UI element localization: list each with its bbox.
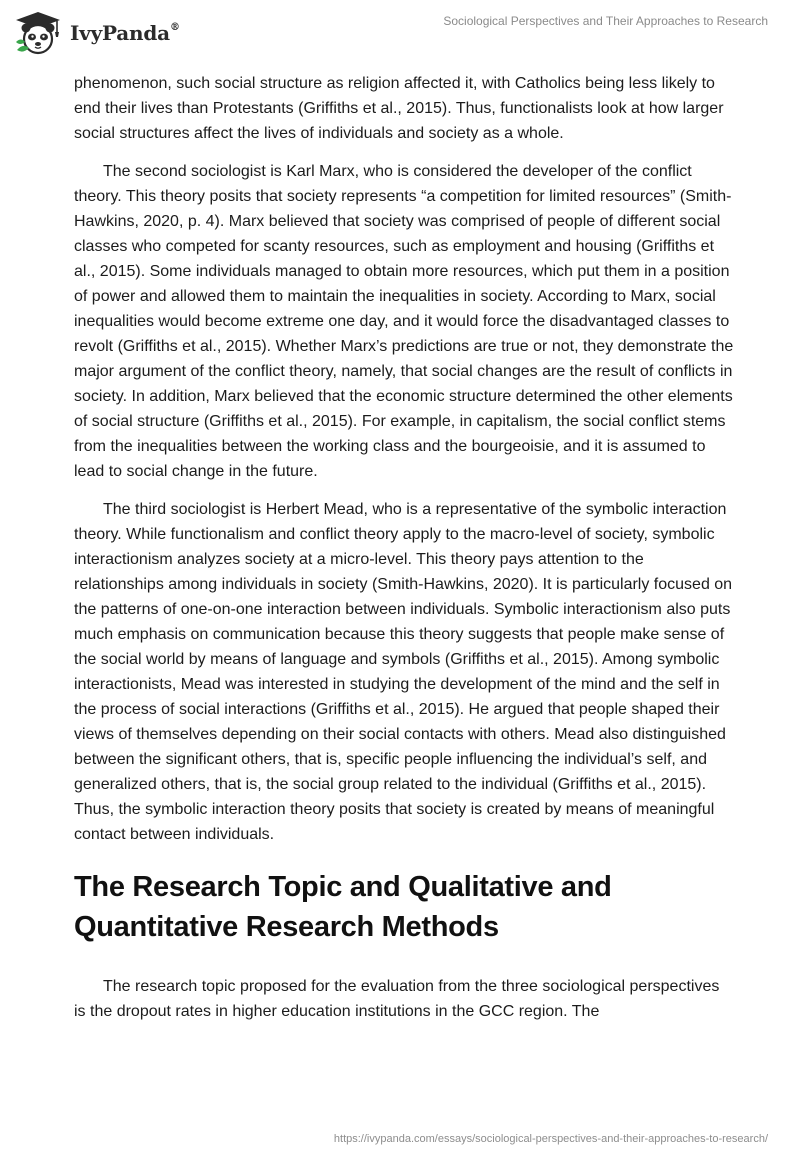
- page-header: [0, 0, 800, 70]
- logo-name: IvyPanda: [70, 21, 170, 45]
- essay-content: [74, 71, 734, 1037]
- paragraph-functionalism-end: phenomenon, such social structure as religion affected it, with Catholics being less likely to end their lives than Protestants (Griffiths et al., 2015). Thus, functionalists look at how larger social structures affect the lives of individuals and society as a whole.: [74, 75, 724, 142]
- paragraph-karl-marx: The second sociologist is Karl Marx, who is considered the developer of the conflict theory. This theory posits that society represents “a competition for limited resources” (Smith-Hawkins, 2020, p. 4). Marx believed that society was comprised of people of different social classes who competed for scanty resources, such as employment and housing (Griffiths et al., 2015). Some individuals managed to obtain more resources, which put them in a position of power and allowed them to maintain the inequalities in society. According to Marx, social inequalities would become extreme one day, and it would force the disadvantaged classes to revolt (Griffiths et al., 2015). Whether Marx’s predictions are true or not, they demonstrate the major argument of the conflict theory, namely, that social changes are the result of conflicts in society. In addition, Marx believed that the economic structure determined the other elements of social structure (Griffiths et al., 2015). For example, in capitalism, the social conflict stems from the inequalities between the working class and the bourgeoisie, and it is assumed to lead to social change in the future.: [74, 163, 734, 480]
- document-title: Sociological Perspectives and Their Approaches to Research: [443, 14, 768, 28]
- panda-graduate-icon: [14, 10, 62, 56]
- registered-mark: ®: [169, 22, 180, 34]
- logo-wordmark: [70, 21, 180, 45]
- paragraph-herbert-mead: The third sociologist is Herbert Mead, who is a representative of the symbolic interaction theory. While functionalism and conflict theory apply to the macro-level of society, symbolic interactionism analyzes society at a micro-level. This theory pays attention to the relationships among individuals in society (Smith-Hawkins, 2020). It is particularly focused on the patterns of one-on-one interaction between individuals. Symbolic interactionism also puts much emphasis on communication because this theory suggests that people make sense of the social world by means of language and symbols (Griffiths et al., 2015). Among symbolic interactionists, Mead was interested in studying the development of the mind and the self in the process of social interactions (Griffiths et al., 2015). He argued that people shaped their views of themselves depending on their social contacts with others. Mead also distinguished between the significant others, that is, specific people influencing the individual’s self, and generalized others, that is, the social group related to the individual (Griffiths et al., 2015). Thus, the symbolic interaction theory posits that society is created by means of meaningful contact between individuals.: [74, 501, 733, 843]
- ivypanda-logo[interactable]: [14, 10, 180, 56]
- section-heading-research-topic: The Research Topic and Qualitative and Quantitative Research Methods: [74, 871, 612, 943]
- source-url-link[interactable]: https://ivypanda.com/essays/sociological-perspectives-and-their-approaches-to-research/: [333, 1133, 768, 1145]
- paragraph-research-topic: The research topic proposed for the evaluation from the three sociological perspectives is the dropout rates in higher education institutions in the GCC region. The: [74, 978, 720, 1020]
